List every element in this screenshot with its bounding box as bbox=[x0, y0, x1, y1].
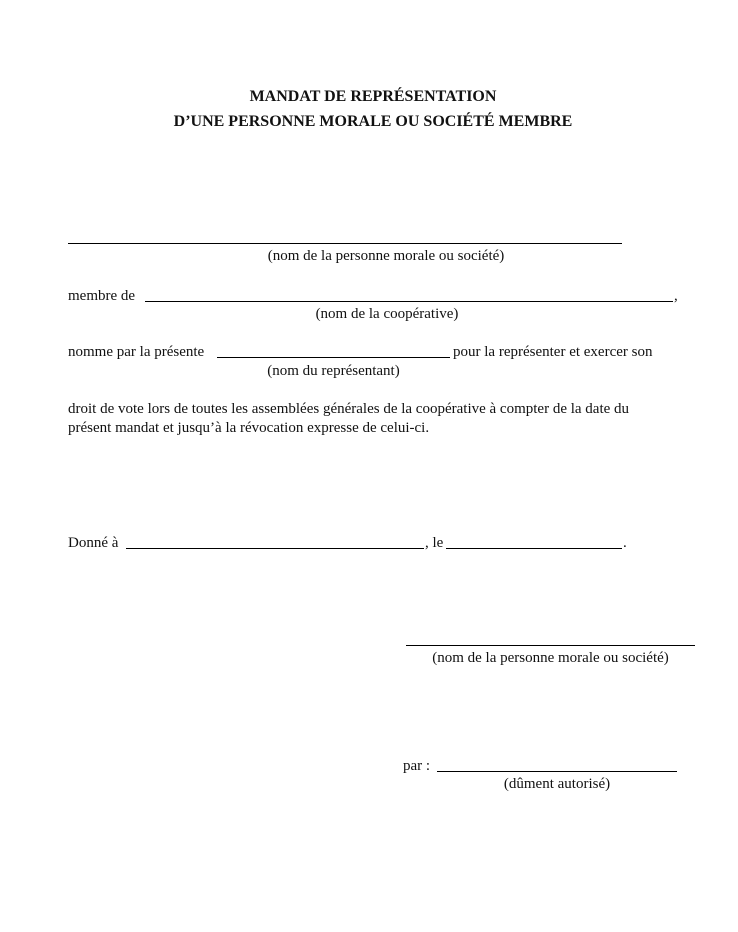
company-name-rule bbox=[68, 243, 622, 244]
representative-name-rule bbox=[217, 357, 450, 358]
body-paragraph-line-1: droit de vote lors de toutes les assemblées générales de la coopérative à compter de la date du bbox=[68, 401, 630, 417]
member-of-comma: , bbox=[674, 288, 678, 304]
document-title-line-1: MANDAT DE REPRÉSENTATION bbox=[249, 88, 497, 105]
signature-company-field[interactable] bbox=[406, 629, 695, 645]
date-end-period: . bbox=[623, 535, 627, 551]
cooperative-name-field[interactable] bbox=[145, 285, 673, 301]
signature-company-caption: (nom de la personne morale ou société) bbox=[432, 650, 669, 666]
place-field[interactable] bbox=[126, 532, 424, 548]
appoints-label: nomme par la présente bbox=[68, 344, 205, 360]
place-rule bbox=[126, 548, 424, 549]
company-name-caption: (nom de la personne morale ou société) bbox=[267, 248, 505, 264]
signature-company-rule bbox=[406, 645, 695, 646]
to-represent-label: pour la représenter et exercer son bbox=[453, 344, 653, 360]
date-field[interactable] bbox=[446, 532, 622, 548]
date-rule bbox=[446, 548, 622, 549]
authorized-signatory-rule bbox=[437, 771, 677, 772]
given-at-label: Donné à bbox=[68, 535, 119, 551]
representative-name-field[interactable] bbox=[217, 341, 450, 357]
document-title-line-2: D’UNE PERSONNE MORALE OU SOCIÉTÉ MEMBRE bbox=[173, 113, 573, 130]
company-name-field[interactable] bbox=[68, 227, 622, 243]
cooperative-name-rule bbox=[145, 301, 673, 302]
date-separator-label: , le bbox=[425, 535, 444, 551]
member-of-label: membre de bbox=[68, 288, 136, 304]
cooperative-name-caption: (nom de la coopérative) bbox=[315, 306, 459, 322]
body-paragraph-line-2: présent mandat et jusqu’à la révocation expresse de celui-ci. bbox=[68, 420, 430, 436]
by-label: par : bbox=[403, 758, 431, 774]
authorized-signatory-field[interactable] bbox=[437, 755, 677, 771]
representative-name-caption: (nom du représentant) bbox=[267, 363, 400, 379]
authorized-signatory-caption: (dûment autorisé) bbox=[503, 776, 611, 792]
